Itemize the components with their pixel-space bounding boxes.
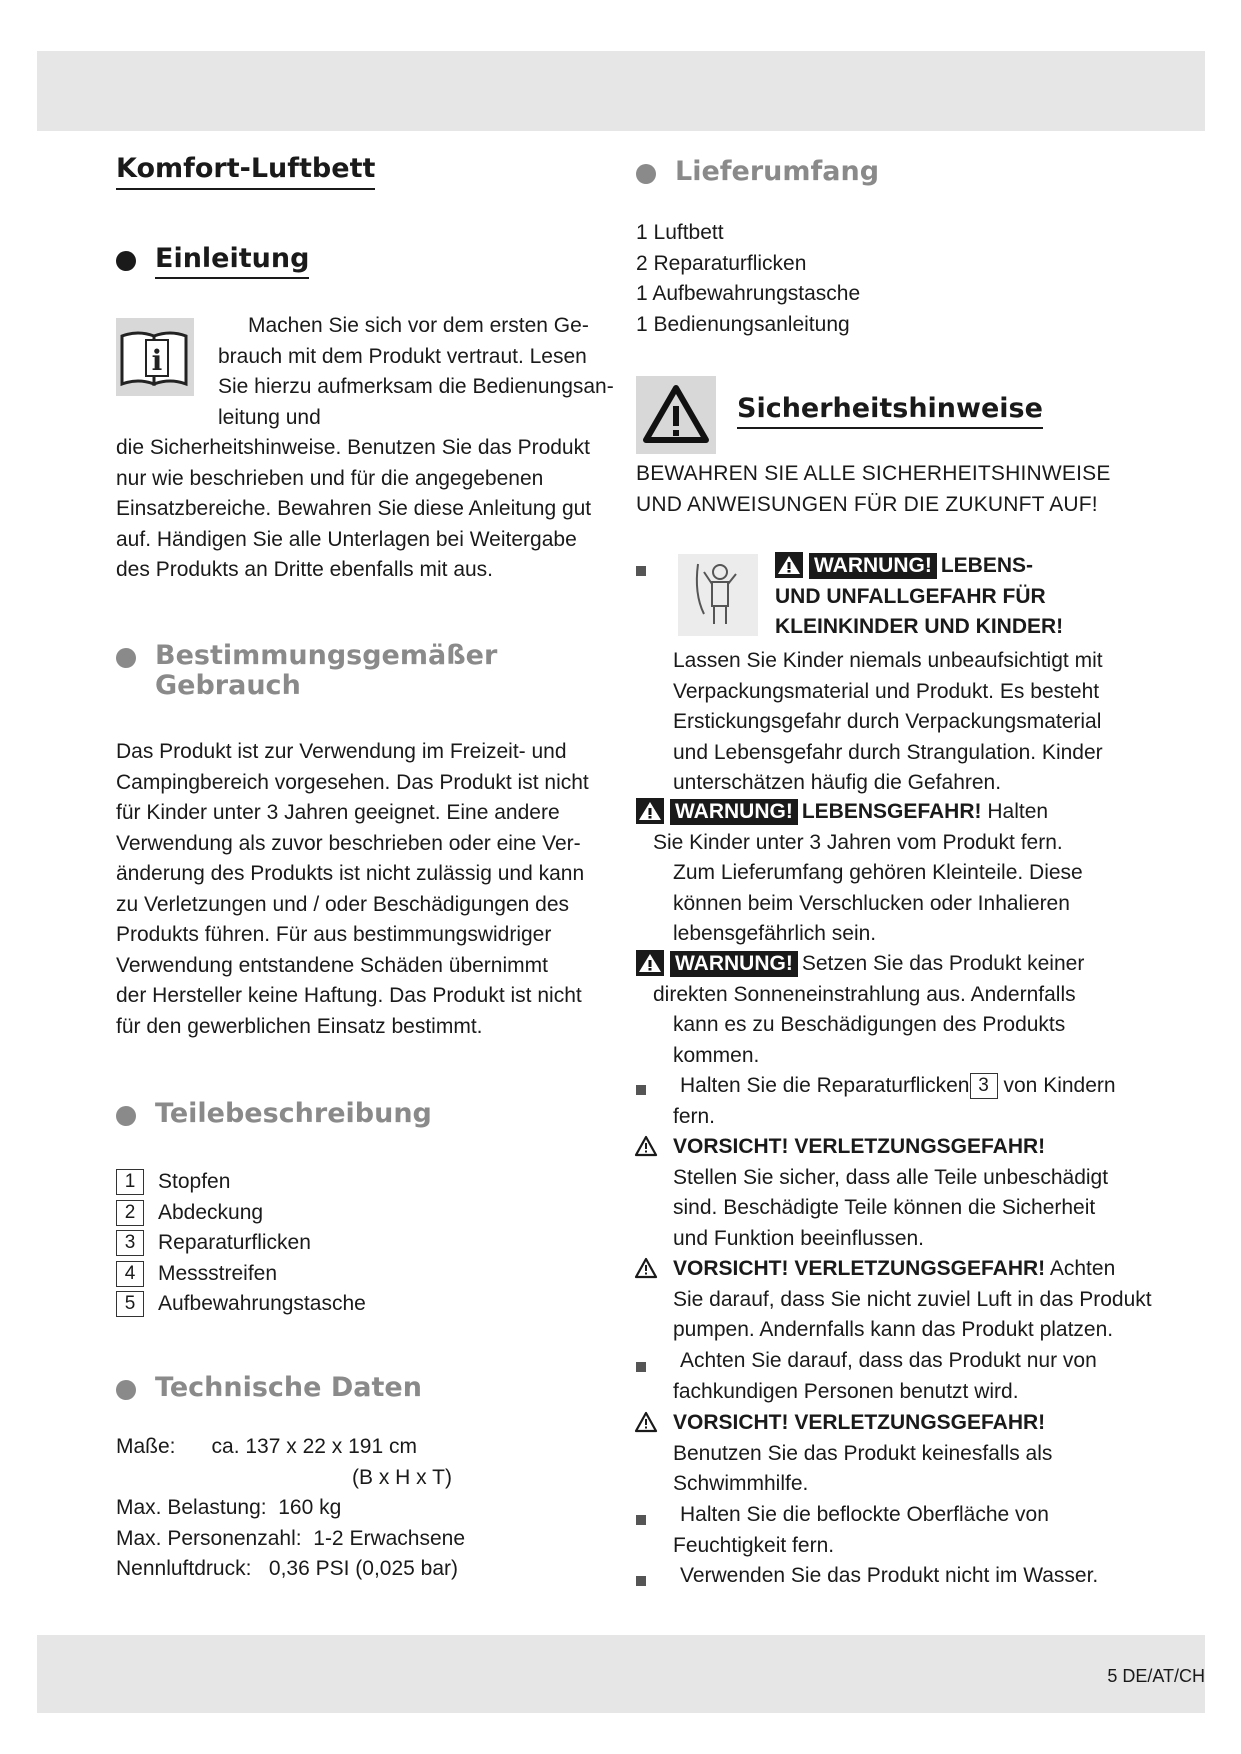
einleitung-intro-text: Machen Sie sich vor dem ersten Ge- brauch mit dem Produkt vertraut. Lesen Sie hierzu aufmerksam die Bedienungsan- leitung und xyxy=(218,314,614,429)
child-hazard-icon xyxy=(678,554,758,636)
caution-triangle-icon xyxy=(634,1411,658,1443)
section-teile-heading: Teilebeschreibung xyxy=(116,1099,432,1129)
caution-2-text: VORSICHT! VERLETZUNGSGEFAHR! Achten Sie darauf, dass Sie nicht zuviel Luft in das Produkt pumpen. Andernfalls kann das Produkt platzen. xyxy=(673,1257,1152,1341)
warning-2-text: WARNUNG! LEBENSGEFAHR! Halten Sie Kinder unter 3 Jahren vom Produkt fern. Zum Lieferumfang gehören Kleinteile. Diese können beim Verschlucken oder Inhalieren lebensgefährlich sein. xyxy=(636,797,1083,950)
warning-triangle-icon xyxy=(636,950,664,976)
svg-text:i: i xyxy=(151,344,163,377)
bullet-1-text: Halten Sie die Reparaturflicken 3 von Kindern fern. xyxy=(673,1074,1116,1128)
technik-data: Maße: ca. 137 x 22 x 191 cm (B x H x T) Max. Belastung: 160 kg Max. Personenzahl: 1-2 Erwachsene Nennluftdruck: 0,36 PSI (0,025 bar) xyxy=(116,1435,466,1580)
footer-band xyxy=(37,1635,1205,1713)
bullet-dot-icon xyxy=(116,251,136,271)
list-item: 1 Bedienungsanleitung xyxy=(636,312,850,336)
section-bestimmung-heading: Bestimmungsgemäßer Gebrauch xyxy=(116,641,497,701)
bullet-dot-icon xyxy=(116,1380,136,1400)
warning-triangle-icon xyxy=(636,798,664,824)
square-bullet-icon xyxy=(636,1362,646,1372)
warning-triangle-icon xyxy=(636,376,716,454)
bullet-dot-icon xyxy=(116,648,136,668)
lieferumfang-list xyxy=(636,218,860,340)
section-einleitung-heading: Einleitung xyxy=(116,244,309,279)
page-number: 5 DE/AT/CH xyxy=(1107,1666,1205,1686)
warning-1-heading: WARNUNG! LEBENS- UND UNFALLGEFAHR FÜR KLEINKINDER UND KINDER! xyxy=(775,554,1064,638)
einleitung-body-text: die Sicherheitshinweise. Benutzen Sie das Produkt nur wie beschrieben und für die angegebenen Einsatzbereiche. Bewahren Sie diese Anleitung gut auf. Händigen Sie alle Unterlagen bei Weitergabe des Produkts an Dritte ebenfalls mit aus. xyxy=(116,436,592,581)
caution-triangle-icon xyxy=(634,1135,658,1167)
bullet-dot-icon xyxy=(636,164,656,184)
caution-triangle-icon xyxy=(634,1257,658,1289)
square-bullet-icon xyxy=(636,1576,646,1586)
info-book-icon xyxy=(116,318,194,396)
bullet-2-text: Achten Sie darauf, dass das Produkt nur von fachkundigen Personen benutzt wird. xyxy=(673,1349,1097,1403)
bullet-3-text: Halten Sie die beflockte Oberfläche von Feuchtigkeit fern. xyxy=(673,1503,1049,1557)
list-item: 1 Aufbewahrungstasche xyxy=(636,282,861,305)
list-item: 1 Stopfen xyxy=(116,1167,366,1198)
list-item: 2 Abdeckung xyxy=(116,1198,366,1229)
caution-1-text: VORSICHT! VERLETZUNGSGEFAHR! Stellen Sie sicher, dass alle Teile unbeschädigt sind. Beschädigte Teile können die Sicherheit und Funktion beeinflussen. xyxy=(673,1135,1109,1250)
parts-list xyxy=(116,1167,366,1320)
section-lieferumfang-heading: Lieferumfang xyxy=(636,157,879,187)
square-bullet-icon xyxy=(636,1515,646,1525)
list-item: 5 Aufbewahrungstasche xyxy=(116,1289,366,1320)
warning-3-text: WARNUNG! Setzen Sie das Produkt keiner direkten Sonneneinstrahlung aus. Andernfalls kann es zu Beschädigungen des Produkts kommen. xyxy=(636,949,1084,1071)
sicherheit-caps-text: BEWAHREN SIE ALLE SICHERHEITSHINWEISE UND ANWEISUNGEN FÜR DIE ZUKUNFT AUF! xyxy=(636,462,1111,516)
bullet-4-text: Verwenden Sie das Produkt nicht im Wasser. xyxy=(680,1564,1099,1587)
square-bullet-icon xyxy=(636,566,646,576)
list-item: 2 Reparaturflicken xyxy=(636,251,807,275)
warning-1-text: Lassen Sie Kinder niemals unbeaufsichtigt mit Verpackungsmaterial und Produkt. Es besteht Erstickungsgefahr durch Verpackungsmaterial und Lebensgefahr durch Strangulation. Kinder unterschätzen häufig die Gefahren. xyxy=(673,649,1103,794)
page-title: Komfort-Luftbett xyxy=(116,152,375,190)
warning-triangle-icon xyxy=(775,552,803,578)
bullet-dot-icon xyxy=(116,1106,136,1126)
section-sicherheit-heading: Sicherheitshinweise xyxy=(737,394,1043,427)
square-bullet-icon xyxy=(636,1085,646,1095)
caution-3-text: VORSICHT! VERLETZUNGSGEFAHR! Benutzen Sie das Produkt keinesfalls als Schwimmhilfe. xyxy=(673,1411,1053,1495)
list-item: 3 Reparaturflicken xyxy=(116,1228,366,1259)
list-item: 4 Messstreifen xyxy=(116,1259,366,1290)
section-technik-heading: Technische Daten xyxy=(116,1373,422,1403)
bestimmung-body-text: Das Produkt ist zur Verwendung im Freizeit- und Campingbereich vorgesehen. Das Produkt ist nicht für Kinder unter 3 Jahren geeignet. Eine andere Verwendung als zuvor beschrieben oder eine Ver- änderung des Produkts ist nicht zulässig und kann zu Verletzungen und / oder Beschädigungen des Produkts führen. Für aus bestimmungswidriger Verwendung entstandene Schäden übernimmt der Hersteller keine Haftung. Das Produkt ist nicht für den gewerblichen Einsatz bestimmt. xyxy=(116,740,589,1038)
list-item: 1 Luftbett xyxy=(636,221,724,244)
header-band xyxy=(37,51,1205,131)
